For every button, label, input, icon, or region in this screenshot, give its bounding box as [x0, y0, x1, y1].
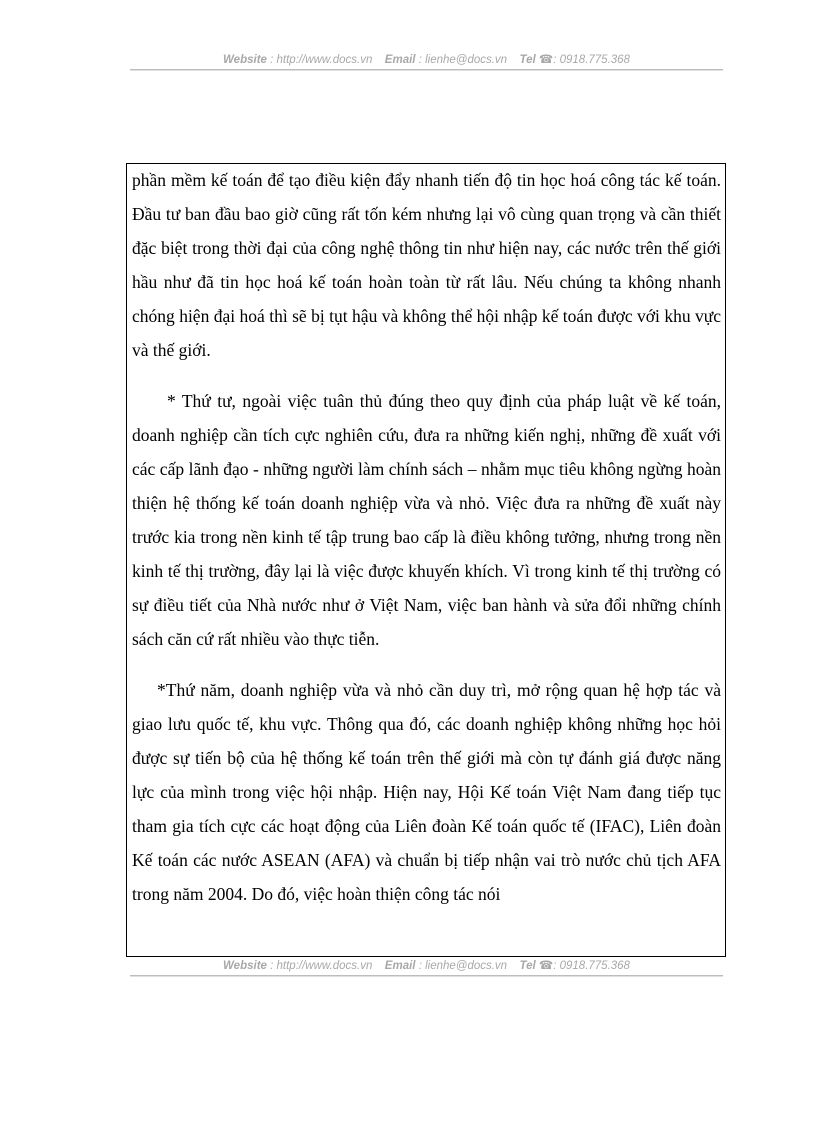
phone-icon: ☎ — [538, 54, 554, 66]
website-value[interactable]: : http://www.docs.vn — [270, 960, 373, 972]
tel-value: : 0918.775.368 — [553, 960, 630, 972]
footer-rule — [130, 975, 723, 977]
email-value[interactable]: : lienhe@docs.vn — [418, 960, 508, 972]
page-header — [130, 52, 723, 66]
tel-label: Tel — [519, 960, 536, 972]
body-text — [132, 163, 721, 911]
email-label: Email — [384, 54, 416, 66]
email-label: Email — [384, 960, 416, 972]
paragraph: * Thứ tư, ngoài việc tuân thủ đúng theo quy định của pháp luật về kế toán, doanh nghiệp cần tích cực nghiên cứu, đưa ra những kiến nghị, những đề xuất với các cấp lãnh đạo - những người làm chính sách – nhằm mục tiêu không ngừng hoàn thiện hệ thống kế toán doanh nghiệp vừa và nhỏ. Việc đưa ra những đề xuất này trước kia trong nền kinh tế tập trung bao cấp là điều không tưởng, nhưng trong nền kinh tế thị trường, đây lại là việc được khuyến khích. Vì trong kinh tế thị trường có sự điều tiết của Nhà nước như ở Việt Nam, việc ban hành và sửa đổi những chính sách căn cứ rất nhiều vào thực tiễn. — [132, 391, 721, 649]
page-footer — [130, 958, 723, 972]
paragraph: *Thứ năm, doanh nghiệp vừa và nhỏ cần duy trì, mở rộng quan hệ hợp tác và giao lưu quốc tế, khu vực. Thông qua đó, các doanh nghiệp không những học hỏi được sự tiến bộ của hệ thống kế toán trên thế giới mà còn tự đánh giá được năng lực của mình trong việc hội nhập. Hiện nay, Hội Kế toán Việt Nam đang tiếp tục tham gia tích cực các hoạt động của Liên đoàn Kế toán quốc tế (IFAC), Liên đoàn Kế toán các nước ASEAN (AFA) và chuẩn bị tiếp nhận vai trò nước chủ tịch AFA trong năm 2004. Do đó, việc hoàn thiện công tác nói — [132, 680, 721, 904]
email-value[interactable]: : lienhe@docs.vn — [418, 54, 508, 66]
website-label: Website — [223, 54, 267, 66]
website-label: Website — [223, 960, 267, 972]
tel-value: : 0918.775.368 — [553, 54, 630, 66]
phone-icon: ☎ — [538, 960, 554, 972]
paragraph: phần mềm kế toán để tạo điều kiện đẩy nhanh tiến độ tin học hoá công tác kế toán. Đầu tư ban đầu bao giờ cũng rất tốn kém nhưng lại vô cùng quan trọng và cần thiết đặc biệt trong thời đại của công nghệ thông tin như hiện nay, các nước trên thế giới hầu như đã tin học hoá kế toán hoàn toàn từ rất lâu. Nếu chúng ta không nhanh chóng hiện đại hoá thì sẽ bị tụt hậu và không thể hội nhập kế toán được với khu vực và thế giới. — [132, 170, 721, 360]
header-rule — [130, 69, 723, 71]
tel-label: Tel — [519, 54, 536, 66]
website-value[interactable]: : http://www.docs.vn — [270, 54, 373, 66]
